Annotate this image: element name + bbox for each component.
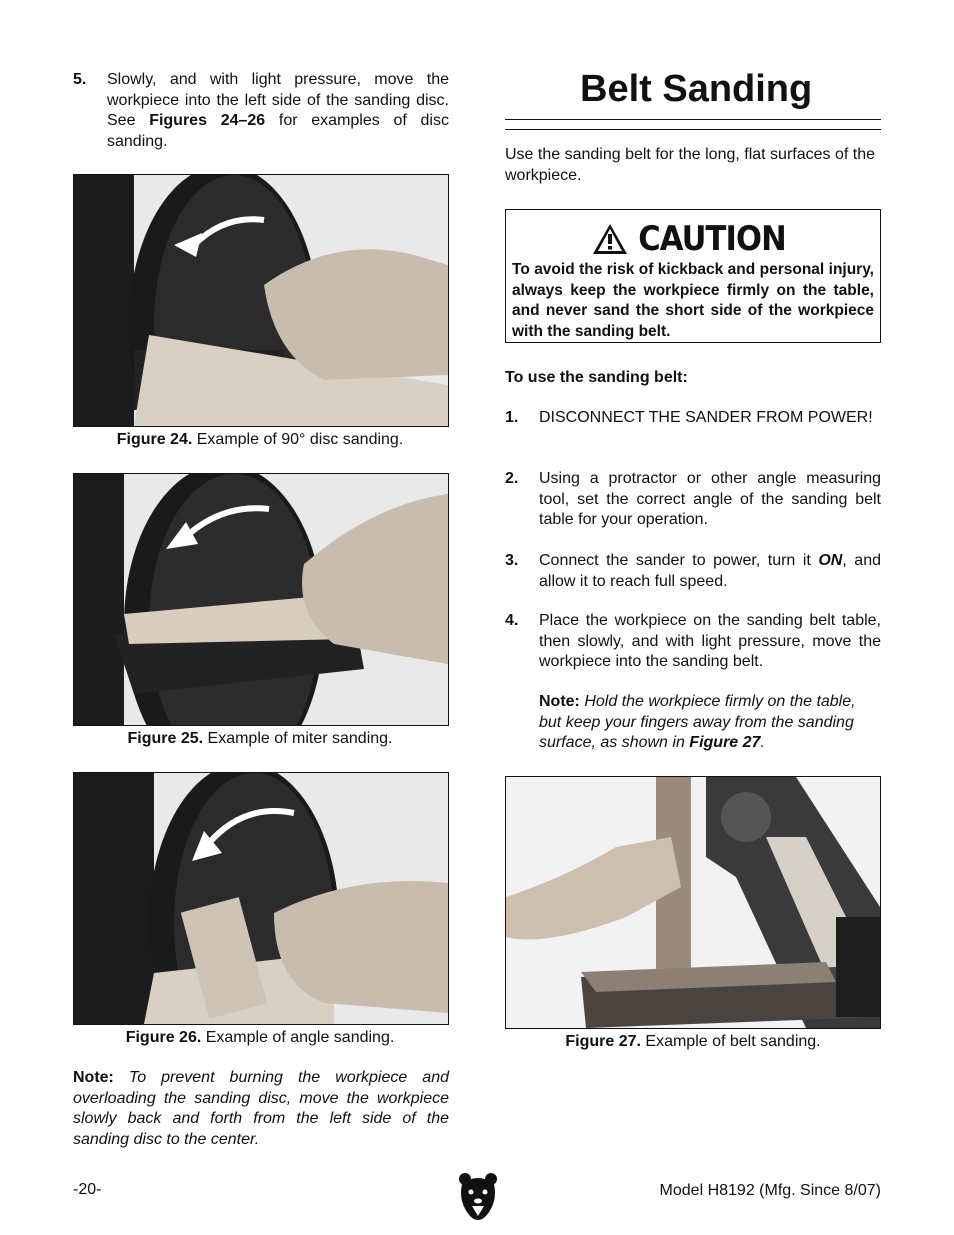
step-text: Slowly, and with light pressure, move the workpiece into the left side of the sanding disc. See Figures 24–26 for examples of disc sanding. — [107, 71, 449, 150]
step-number: 2. — [505, 470, 519, 487]
right-note: Note: Hold the workpiece firmly on the table, but keep your fingers away from the sanding surface, as shown in Figure 27. — [539, 693, 856, 751]
figure-26-photo — [73, 772, 449, 1025]
step-number: 3. — [505, 552, 519, 569]
step-3 — [505, 551, 881, 592]
step-text: DISCONNECT THE SANDER FROM POWER! — [539, 409, 873, 426]
warning-triangle-icon — [592, 223, 628, 255]
left-note: Note: To prevent burning the workpiece and overloading the sanding disc, move the workpiece slowly back and forth from the left side of the sanding disc to the center. — [73, 1069, 449, 1148]
subheading: To use the sanding belt: — [505, 369, 688, 386]
bear-logo-icon — [458, 1170, 498, 1224]
figure-25-photo — [73, 473, 449, 726]
step-text: Connect the sander to power, turn it ON, and allow it to reach full speed. — [539, 552, 881, 590]
step-number: 1. — [505, 409, 519, 426]
caution-header — [506, 218, 880, 260]
caution-word: CAUTION — [638, 219, 786, 259]
figure-24-photo — [73, 174, 449, 427]
step-number: 4. — [505, 612, 519, 629]
intro-paragraph: Use the sanding belt for the long, flat surfaces of the workpiece. — [505, 146, 875, 184]
figure-26-caption: Figure 26. Example of angle sanding. — [125, 1029, 395, 1046]
figure-24-caption: Figure 24. Example of 90° disc sanding. — [116, 431, 404, 448]
figure-25-caption: Figure 25. Example of miter sanding. — [127, 730, 393, 747]
figure-27-photo — [505, 776, 881, 1029]
caution-box — [505, 209, 881, 343]
page-title: Belt Sanding — [580, 68, 813, 110]
caution-text: To avoid the risk of kickback and personal injury, always keep the workpiece firmly on the table, and never sand the short side of the workpiece with the sanding belt. — [512, 261, 874, 340]
step-5 — [73, 70, 449, 152]
title-rule-bottom — [505, 129, 881, 130]
step-4 — [505, 611, 881, 673]
step-text: Using a protractor or other angle measuring tool, set the correct angle of the sanding belt table for your operation. — [539, 470, 881, 528]
model-label: Model H8192 (Mfg. Since 8/07) — [659, 1182, 881, 1199]
title-rule-top — [505, 119, 881, 120]
step-1 — [505, 408, 881, 429]
step-text: Place the workpiece on the sanding belt table, then slowly, and with light pressure, move the workpiece into the sanding belt. — [539, 612, 881, 670]
step-number: 5. — [73, 71, 87, 88]
page-number: -20- — [73, 1181, 102, 1198]
figure-27-caption: Figure 27. Example of belt sanding. — [565, 1033, 821, 1050]
step-2 — [505, 469, 881, 531]
